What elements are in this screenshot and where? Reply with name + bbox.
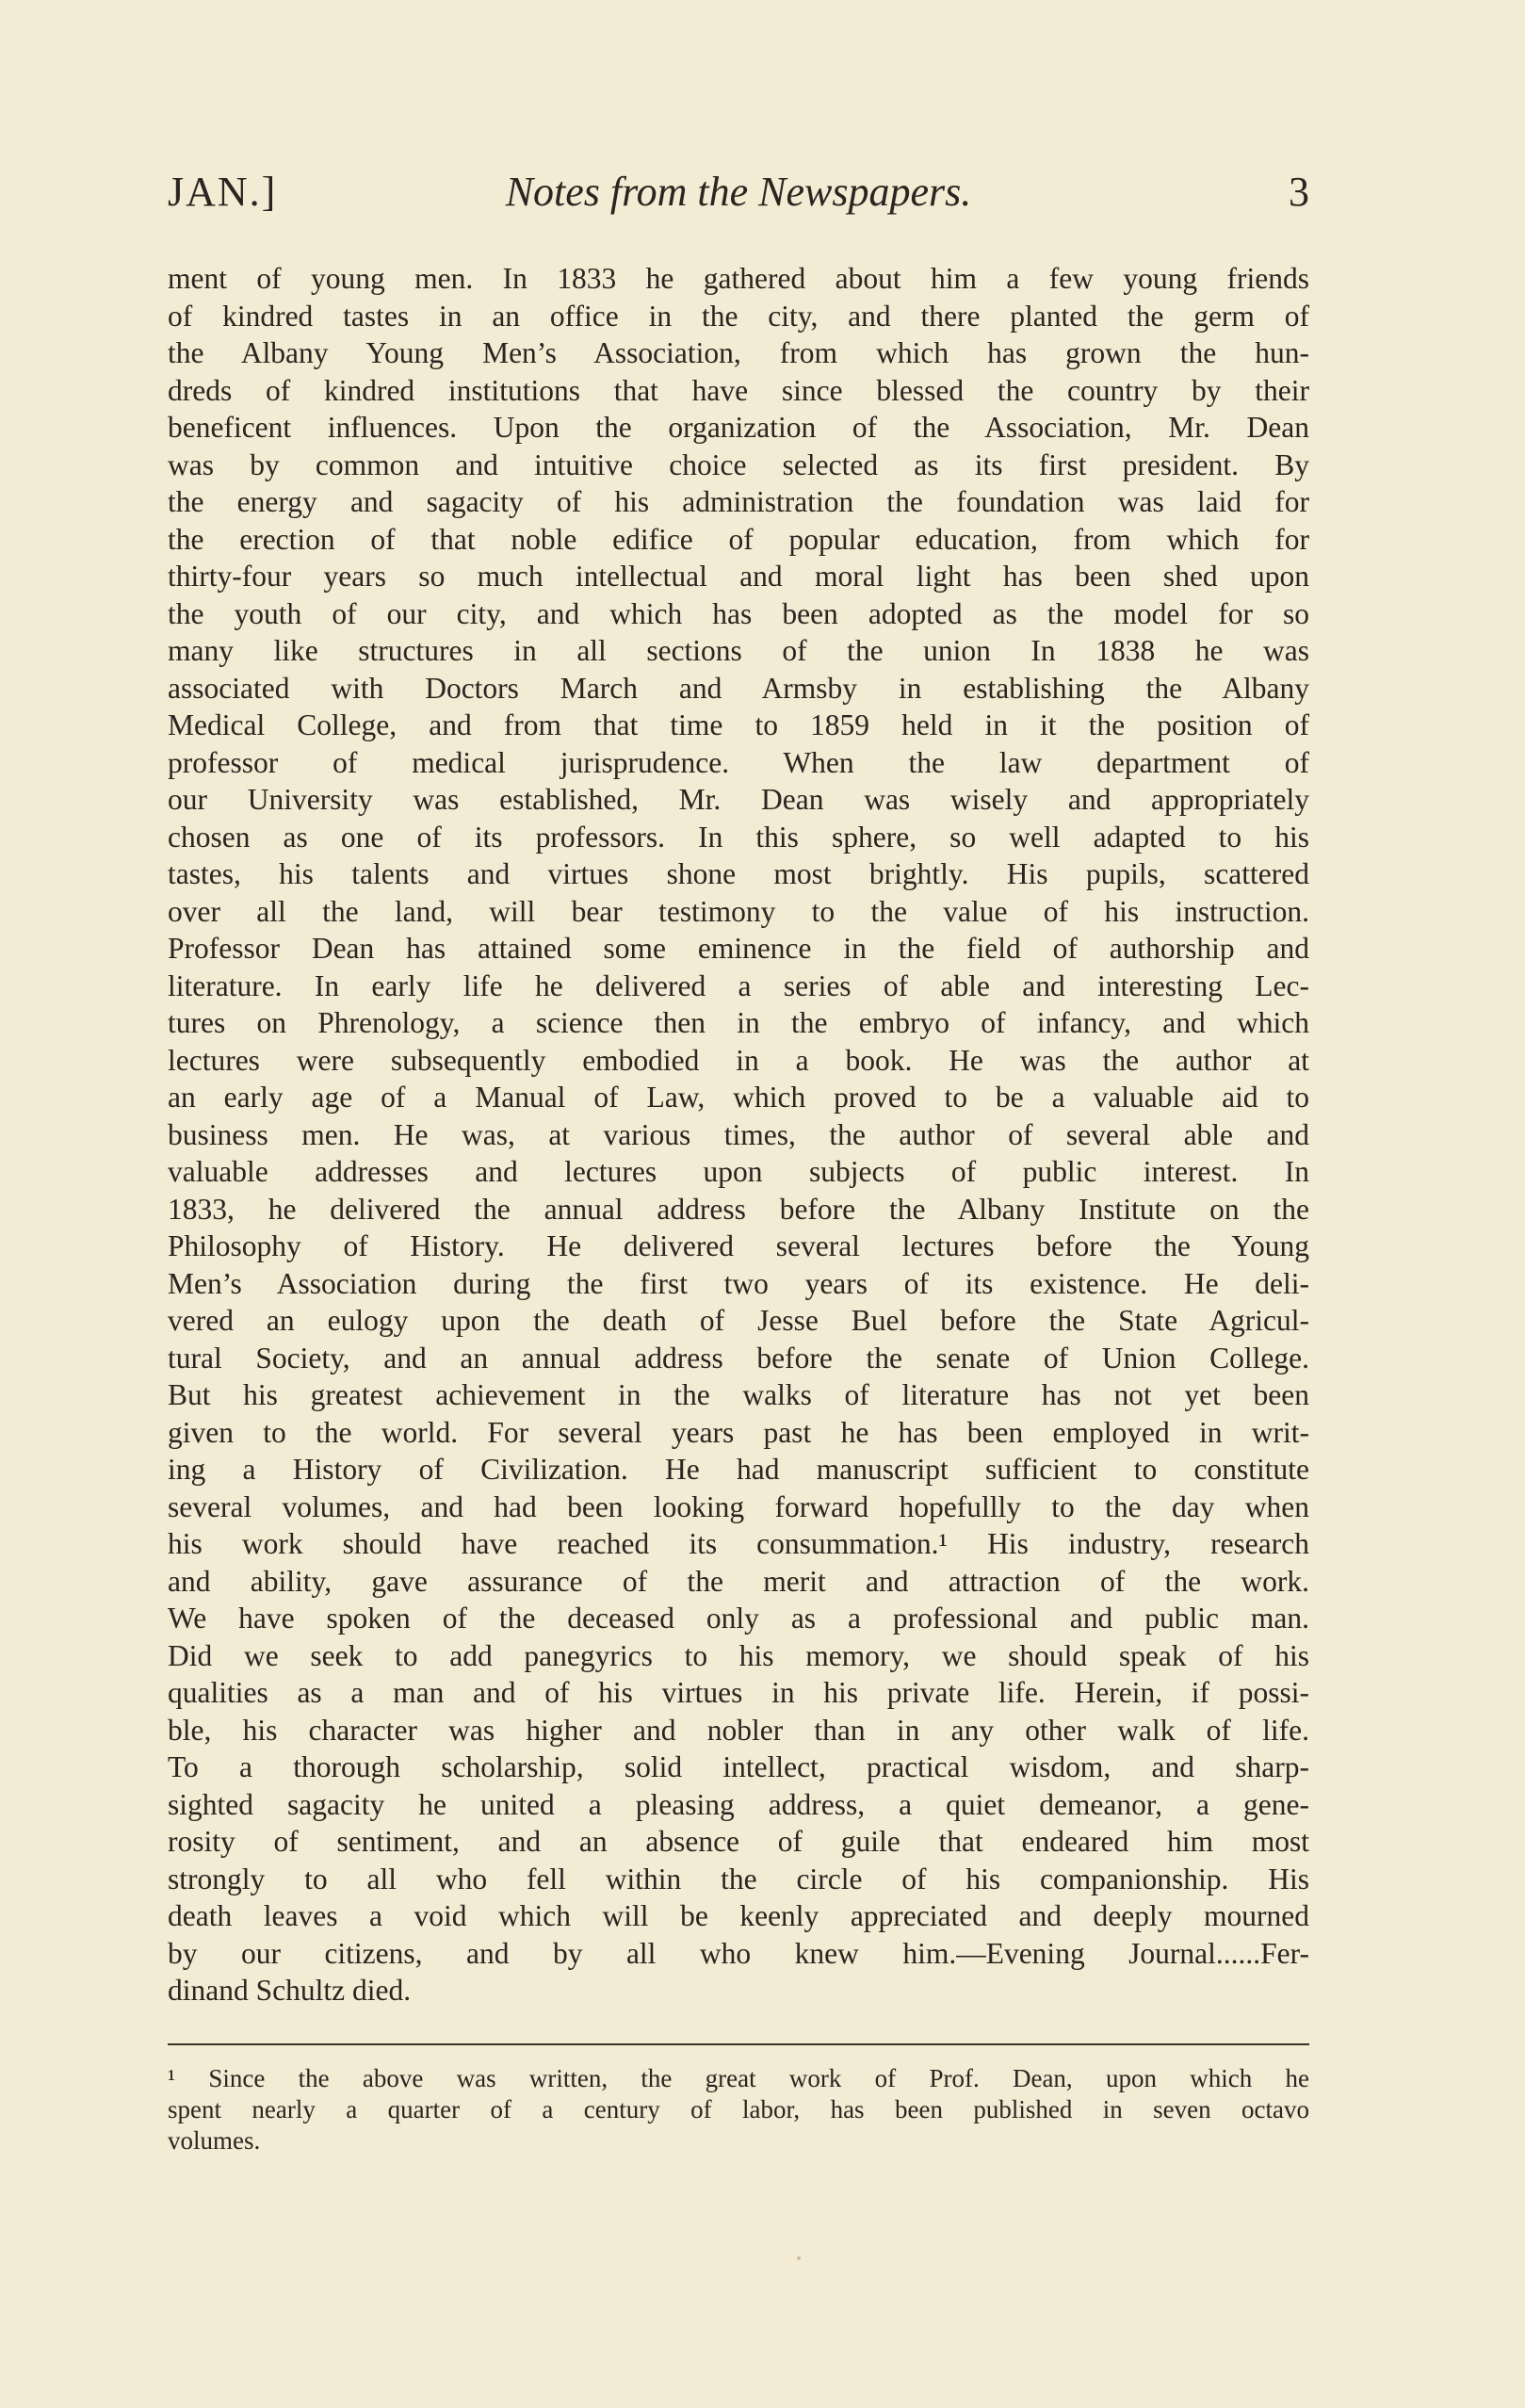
text-line: death leaves a void which will be keenly appreciated and deeply mourned bbox=[168, 1899, 1309, 1932]
text-line: lectures were subsequently embodied in a book. He was the author at bbox=[168, 1043, 1309, 1077]
footnote-divider bbox=[168, 2043, 1309, 2045]
text-line: an early age of a Manual of Law, which proved to be a valuable aid to bbox=[168, 1081, 1309, 1114]
text-line: the Albany Young Men’s Association, from which has grown the hun- bbox=[168, 336, 1309, 369]
text-line: literature. In early life he delivered a series of able and interesting Lec- bbox=[168, 968, 1309, 1002]
text-line: several volumes, and had been looking forward hopefullly to the day when bbox=[168, 1489, 1309, 1523]
text-line: To a thorough scholarship, solid intellect, practical wisdom, and sharp- bbox=[168, 1750, 1309, 1783]
header-title: Notes from the Newspapers. bbox=[505, 169, 972, 215]
text-line: tastes, his talents and virtues shone most brightly. His pupils, scattered bbox=[168, 857, 1309, 890]
text-line: tural Society, and an annual address before the senate of Union College. bbox=[168, 1341, 1309, 1375]
text-line: strongly to all who fell within the circle of his companionship. His bbox=[168, 1862, 1309, 1895]
text-line: Professor Dean has attained some eminence in the field of authorship and bbox=[168, 932, 1309, 965]
footnote-line: spent nearly a quarter of a century of labor, has been published in seven octavo bbox=[168, 2095, 1309, 2123]
text-line: by our citizens, and by all who knew him.—Evening Journal......Fer- bbox=[168, 1936, 1309, 1970]
text-line: We have spoken of the deceased only as a professional and public man. bbox=[168, 1602, 1309, 1635]
text-line: was by common and intuitive choice selected as its first president. By bbox=[168, 447, 1309, 481]
text-line: Medical College, and from that time to 1859 held in it the position of bbox=[168, 708, 1309, 741]
text-line: associated with Doctors March and Armsby in establishing the Albany bbox=[168, 671, 1309, 705]
text-line: the youth of our city, and which has been adopted as the model for so bbox=[168, 596, 1309, 630]
text-line: beneficent influences. Upon the organization of the Association, Mr. Dean bbox=[168, 411, 1309, 444]
text-line: thirty-four years so much intellectual and moral light has been shed upon bbox=[168, 560, 1309, 593]
text-line: sighted sagacity he united a pleasing address, a quiet demeanor, a gene- bbox=[168, 1787, 1309, 1821]
footnote-line: ¹ Since the above was written, the great work of Prof. Dean, upon which he bbox=[168, 2064, 1309, 2092]
page-number: 3 bbox=[1289, 169, 1309, 215]
text-line: 1833, he delivered the annual address before the Albany Institute on the bbox=[168, 1192, 1309, 1226]
text-line: dreds of kindred institutions that have since blessed the country by their bbox=[168, 373, 1309, 407]
text-line: and ability, gave assurance of the merit and attraction of the work. bbox=[168, 1564, 1309, 1598]
text-line: Philosophy of History. He delivered several lectures before the Young bbox=[168, 1229, 1309, 1262]
text-line: rosity of sentiment, and an absence of guile that endeared him most bbox=[168, 1825, 1309, 1858]
text-line: of kindred tastes in an office in the city, and there planted the germ of bbox=[168, 299, 1309, 333]
text-line: our University was established, Mr. Dean was wisely and appropriately bbox=[168, 783, 1309, 816]
text-line: given to the world. For several years past he has been employed in writ- bbox=[168, 1415, 1309, 1449]
text-line: professor of medical jurisprudence. When the law department of bbox=[168, 745, 1309, 779]
text-line: ment of young men. In 1833 he gathered about him a few young friends bbox=[168, 262, 1309, 295]
text-line: valuable addresses and lectures upon subjects of public interest. In bbox=[168, 1155, 1309, 1188]
text-line: the erection of that noble edifice of popular education, from which for bbox=[168, 522, 1309, 556]
text-line: Did we seek to add panegyrics to his memory, we should speak of his bbox=[168, 1638, 1309, 1672]
text-line: ble, his character was higher and nobler than in any other walk of life. bbox=[168, 1713, 1309, 1747]
text-line: many like structures in all sections of the union In 1838 he was bbox=[168, 634, 1309, 667]
text-line: over all the land, will bear testimony to the value of his instruction. bbox=[168, 894, 1309, 928]
text-line: his work should have reached its consummation.¹ His industry, research bbox=[168, 1527, 1309, 1560]
text-line: qualities as a man and of his virtues in his private life. Herein, if possi- bbox=[168, 1676, 1309, 1709]
text-line: tures on Phrenology, a science then in the embryo of infancy, and which bbox=[168, 1006, 1309, 1039]
text-line: Men’s Association during the first two years of its existence. He deli- bbox=[168, 1266, 1309, 1300]
text-line: But his greatest achievement in the walks of literature has not yet been bbox=[168, 1378, 1309, 1411]
footnote bbox=[168, 2063, 1309, 2156]
text-line: vered an eulogy upon the death of Jesse Buel before the State Agricul- bbox=[168, 1304, 1309, 1337]
paper-speck bbox=[797, 2256, 801, 2260]
article-body bbox=[168, 260, 1309, 2009]
text-line: dinand Schultz died. bbox=[168, 1974, 412, 2007]
text-line: chosen as one of its professors. In this sphere, so well adapted to his bbox=[168, 820, 1309, 854]
header-month: JAN.] bbox=[168, 169, 278, 215]
text-line: business men. He was, at various times, the author of several able and bbox=[168, 1117, 1309, 1151]
running-header bbox=[168, 168, 1309, 224]
text-line: the energy and sagacity of his administration the foundation was laid for bbox=[168, 485, 1309, 518]
text-line: ing a History of Civilization. He had manuscript sufficient to constitute bbox=[168, 1453, 1309, 1486]
footnote-line: volumes. bbox=[168, 2126, 261, 2155]
